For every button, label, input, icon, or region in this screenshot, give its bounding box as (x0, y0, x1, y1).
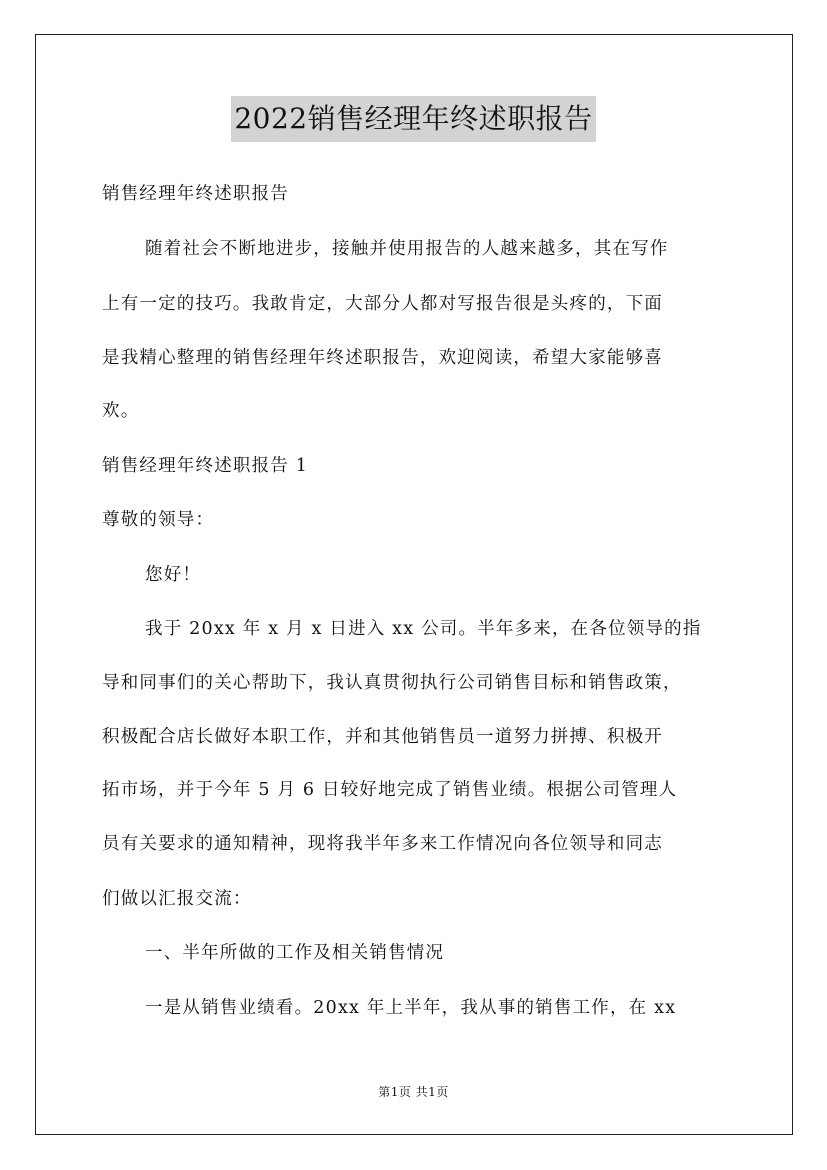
body-line-6: 们做以汇报交流： (102, 889, 252, 909)
intro-line-1: 随着社会不断地进步，接触并使用报告的人越来越多，其在写作 (145, 239, 669, 259)
salutation: 尊敬的领导： (102, 510, 215, 530)
section-title: 销售经理年终述职报告 1 (102, 456, 309, 476)
body-line-2: 导和同事们的关心帮助下，我认真贯彻执行公司销售目标和销售政策， (102, 673, 682, 693)
body-line-4: 拓市场，并于今年 5 月 6 日较好地完成了销售业绩。根据公司管理人 (102, 780, 678, 800)
body-line-1: 我于 20xx 年 x 月 x 日进入 xx 公司。半年多来，在各位领导的指 (145, 619, 702, 639)
document-title: 2022销售经理年终述职报告 (231, 96, 595, 142)
intro-line-3: 是我精心整理的销售经理年终述职报告，欢迎阅读，希望大家能够喜 (102, 348, 663, 368)
greeting: 您好！ (145, 565, 202, 585)
intro-line-2: 上有一定的技巧。我敢肯定，大部分人都对写报告很是头疼的，下面 (102, 294, 663, 314)
heading-1: 一、半年所做的工作及相关销售情况 (145, 943, 445, 963)
document-subtitle: 销售经理年终述职报告 (102, 184, 289, 204)
intro-line-4: 欢。 (102, 401, 140, 421)
body-line-5: 员有关要求的通知精神，现将我半年多来工作情况向各位领导和同志 (102, 834, 663, 854)
body-line-7: 一是从销售业绩看。20xx 年上半年，我从事的销售工作，在 xx (145, 998, 677, 1018)
page-footer: 第1页 共1页 (378, 1085, 449, 1099)
body-line-3: 积极配合店长做好本职工作，并和其他销售员一道努力拼搏、积极开 (102, 727, 663, 747)
title-container (0, 96, 827, 142)
